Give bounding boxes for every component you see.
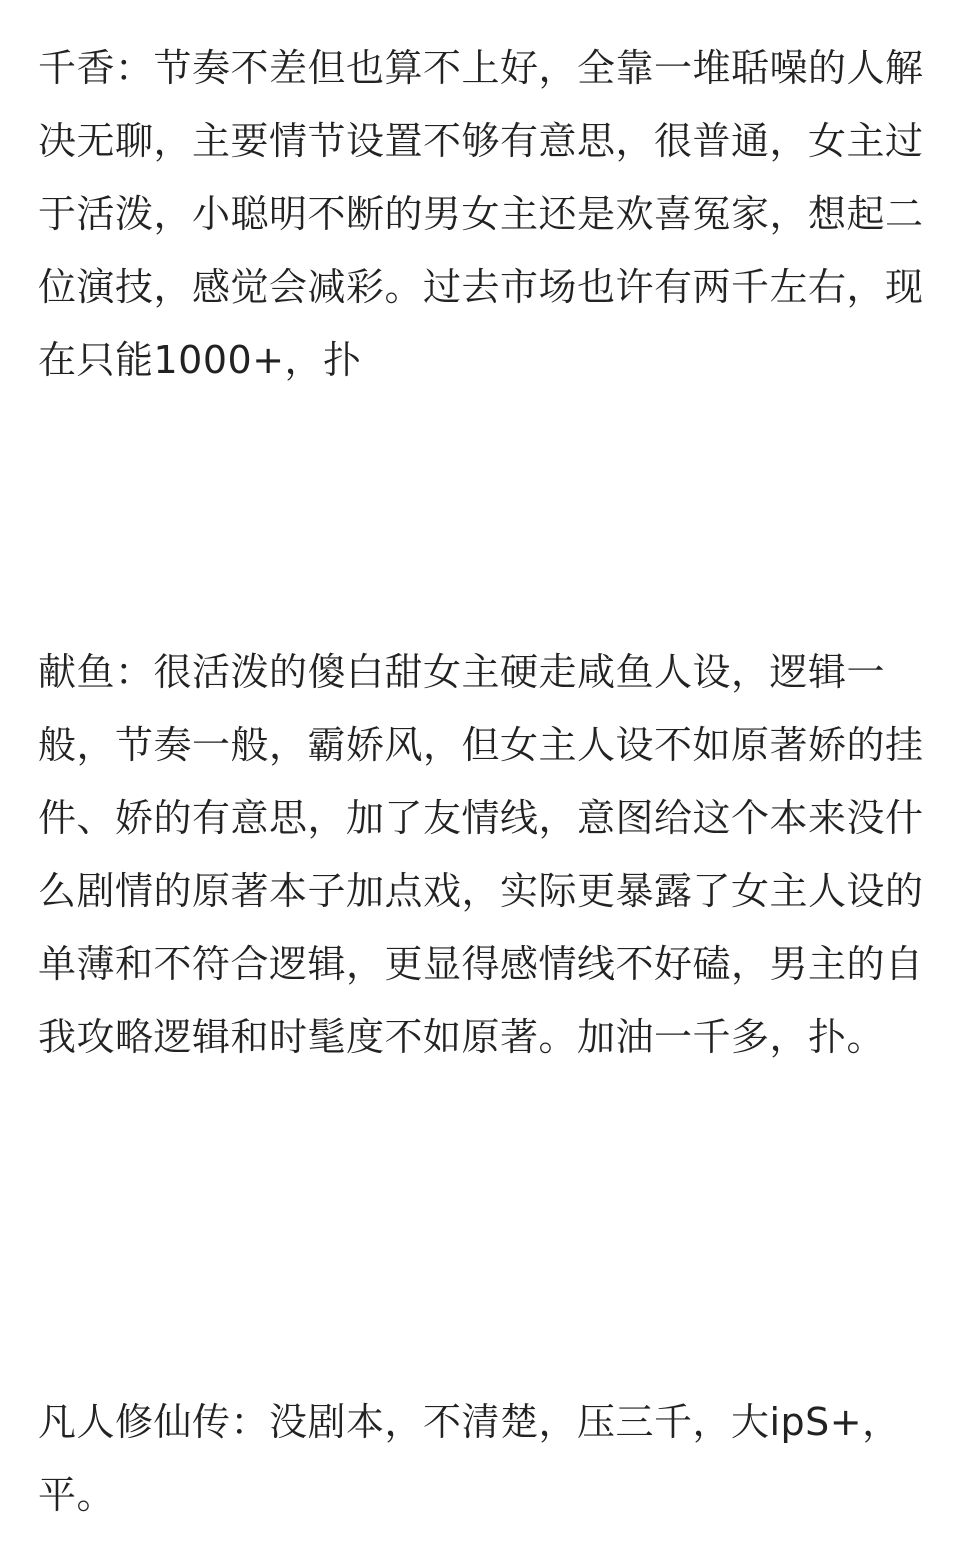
review-paragraph-fanren-xiuxian-zhuan: 凡人修仙传：没剧本，不清楚，压三千，大ipS+，平。 (38, 1400, 901, 1517)
review-paragraph-qianxiang: 千香：节奏不差但也算不上好，全靠一堆聒噪的人解决无聊，主要情节设置不够有意思，很普通，女主过于活泼，小聪明不断的男女主还是欢喜冤家，想起二位演技，感觉会减彩。过去市场也许有两千左右，现在只能1000+，扑 (38, 46, 924, 382)
review-paragraph-xianyu: 献鱼：很活泼的傻白甜女主硬走咸鱼人设，逻辑一般，节奏一般，霸娇风，但女主人设不如原著娇的挂件、娇的有意思，加了友情线，意图给这个本来没什么剧情的原著本子加点戏，实际更暴露了女主人设的单薄和不符合逻辑，更显得感情线不好磕，男主的自我攻略逻辑和时髦度不如原著。加油一千多，扑。 (38, 650, 924, 1059)
